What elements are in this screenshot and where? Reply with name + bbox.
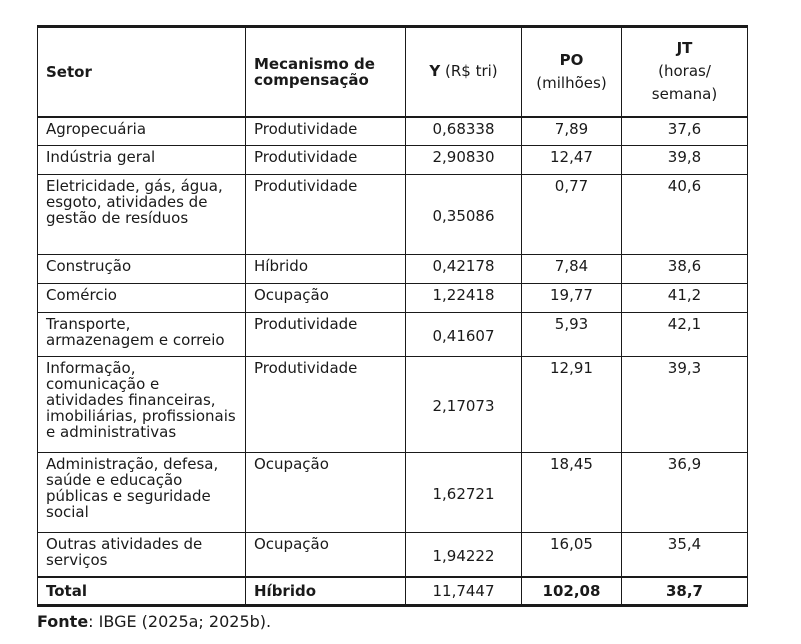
cell-setor: Agropecuária (38, 117, 246, 146)
cell-po: 19,77 (522, 284, 622, 313)
header-jt-label: JT (676, 39, 693, 58)
total-y: 11,7447 (406, 577, 522, 606)
cell-po: 12,47 (522, 146, 622, 175)
cell-jt: 41,2 (622, 284, 748, 313)
cell-po: 16,05 (522, 533, 622, 577)
cell-mecanismo: Ocupação (246, 284, 406, 313)
header-po (522, 27, 622, 117)
cell-mecanismo: Híbrido (246, 255, 406, 284)
cell-po: 18,45 (522, 453, 622, 533)
cell-mecanismo: Ocupação (246, 453, 406, 533)
header-jt-unit-1: (horas/ (658, 62, 711, 81)
header-y (406, 27, 522, 117)
header-y-label: Y (429, 62, 441, 81)
cell-mecanismo: Produtividade (246, 357, 406, 453)
cell-mecanismo: Produtividade (246, 146, 406, 175)
source-note (37, 612, 271, 631)
cell-jt: 38,6 (622, 255, 748, 284)
cell-setor: Administração, defesa, saúde e educação públicas e seguridade social (38, 453, 246, 533)
total-po: 102,08 (522, 577, 622, 606)
header-jt (622, 27, 748, 117)
cell-setor: Indústria geral (38, 146, 246, 175)
table-row (38, 533, 748, 577)
source-text: : IBGE (2025a; 2025b). (88, 612, 272, 631)
cell-y: 1,62721 (406, 453, 522, 533)
header-po-label: PO (559, 50, 584, 69)
header-jt-unit-2: semana) (651, 85, 718, 104)
cell-y: 0,41607 (406, 313, 522, 357)
cell-setor: Comércio (38, 284, 246, 313)
cell-y: 1,22418 (406, 284, 522, 313)
cell-setor: Outras atividades de serviços (38, 533, 246, 577)
header-mecanismo: Mecanismo de compensação (246, 27, 406, 117)
table-row (38, 175, 748, 255)
header-y-unit: (R$ tri) (440, 62, 498, 81)
cell-jt: 39,3 (622, 357, 748, 453)
cell-setor: Informação, comunicação e atividades financeiras, imobiliárias, profissionais e administrativas (38, 357, 246, 453)
cell-y: 2,17073 (406, 357, 522, 453)
cell-y: 2,90830 (406, 146, 522, 175)
table-row (38, 453, 748, 533)
cell-po: 0,77 (522, 175, 622, 255)
cell-mecanismo: Produtividade (246, 175, 406, 255)
cell-y: 0,68338 (406, 117, 522, 146)
total-setor: Total (38, 577, 246, 606)
total-mecanismo: Híbrido (246, 577, 406, 606)
header-po-unit: (milhões) (536, 73, 607, 92)
table-row (38, 284, 748, 313)
cell-y: 1,94222 (406, 533, 522, 577)
cell-mecanismo: Ocupação (246, 533, 406, 577)
cell-y: 0,35086 (406, 175, 522, 255)
cell-setor: Construção (38, 255, 246, 284)
sector-table (37, 25, 748, 607)
cell-po: 7,84 (522, 255, 622, 284)
cell-setor: Eletricidade, gás, água, esgoto, atividades de gestão de resíduos (38, 175, 246, 255)
table-row (38, 357, 748, 453)
cell-jt: 39,8 (622, 146, 748, 175)
cell-jt: 40,6 (622, 175, 748, 255)
cell-po: 12,91 (522, 357, 622, 453)
cell-jt: 35,4 (622, 533, 748, 577)
cell-y: 0,42178 (406, 255, 522, 284)
cell-setor: Transporte, armazenagem e correio (38, 313, 246, 357)
table-row (38, 255, 748, 284)
cell-mecanismo: Produtividade (246, 117, 406, 146)
cell-po: 5,93 (522, 313, 622, 357)
cell-jt: 37,6 (622, 117, 748, 146)
cell-po: 7,89 (522, 117, 622, 146)
total-jt: 38,7 (622, 577, 748, 606)
table-row (38, 313, 748, 357)
cell-jt: 42,1 (622, 313, 748, 357)
cell-jt: 36,9 (622, 453, 748, 533)
source-label: Fonte (37, 612, 89, 631)
table-header-row (38, 27, 748, 117)
table-row (38, 146, 748, 175)
header-setor: Setor (38, 27, 246, 117)
table-row (38, 117, 748, 146)
cell-mecanismo: Produtividade (246, 313, 406, 357)
table-total-row (38, 577, 748, 606)
